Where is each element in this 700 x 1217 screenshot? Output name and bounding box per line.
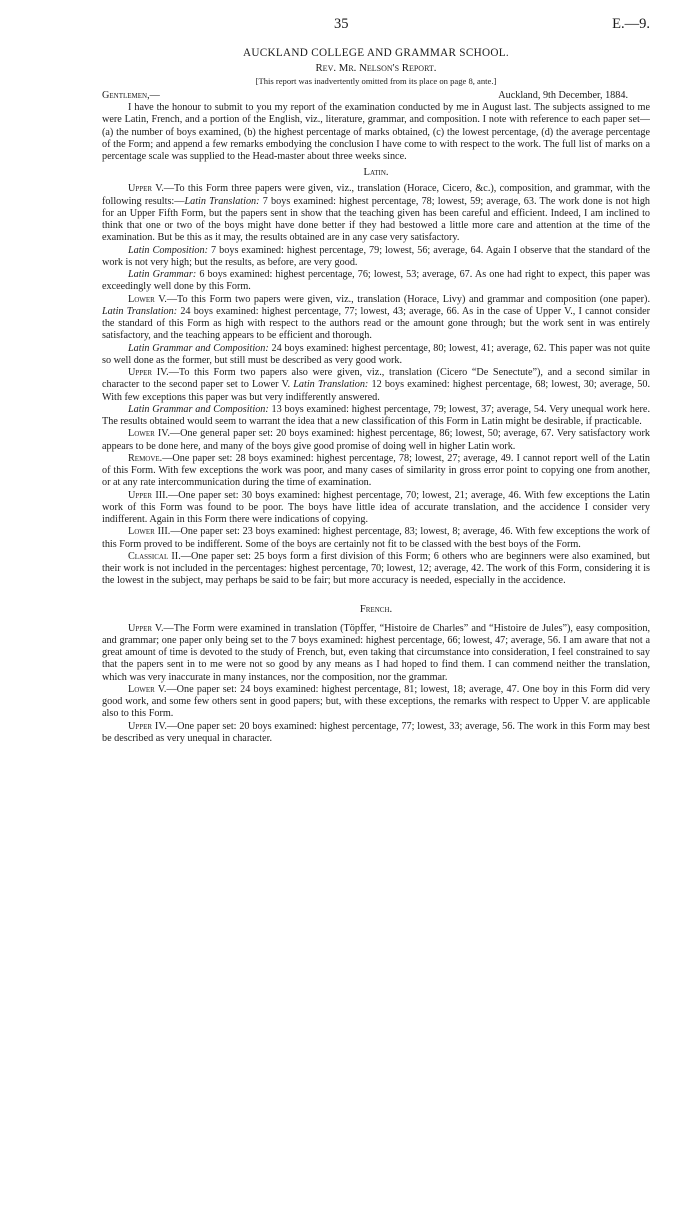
paragraph-text: 13 boys examined: highest percentage, 79; lowest, 37; average, 54. Very unequal work here. The results obtained would seem to warrant the idea that a new classification of this Form in Latin might be desirable, if practicable. — [102, 403, 650, 427]
paragraph-text: —One paper set: 25 boys form a first division of this Form; 6 others who are beginners were also examined, but their work is not included in the percentages: highest percentage, 70; lowest, 12; average, 42. The work of this Form, considering it is the lowest in the subject, may perhaps be said to be fair; but more accuracy is needed, especially in the accidence. — [102, 550, 650, 587]
document-page — [102, 14, 650, 745]
paragraph-text: —To this Form two papers also were given, viz., translation (Cicero “De Senectute”), and a second similar in character to the second paper set to Lower V. — [102, 367, 650, 391]
form-name: Lower III. — [128, 526, 171, 538]
series-code: E.—9. — [612, 16, 650, 32]
paper-type-label: Latin Grammar and Composition: — [128, 403, 269, 415]
form-name: Upper V. — [128, 183, 164, 195]
paragraph-text: —To this Form two papers were given, viz., translation (Horace, Livy) and grammar and composition (one paper). — [166, 293, 650, 305]
editor-note: [This report was inadvertently omitted from its place on page 8, ante.] — [255, 76, 497, 86]
latin-upper-iv-grammar-paragraph — [102, 404, 650, 429]
form-name: Lower V. — [128, 683, 167, 695]
latin-remove-paragraph — [102, 453, 650, 490]
latin-upper-iv-paragraph — [102, 367, 650, 404]
paragraph-text: 24 boys examined: highest percentage, 80; lowest, 41; average, 62. This paper was not quite so well done as the former, but still must be described as very good work. — [102, 342, 650, 366]
latin-lower-iv-paragraph — [102, 428, 650, 453]
paragraph-text: —One paper set: 20 boys examined: highest percentage, 77; lowest, 33; average, 56. The work in this Form may best be described as very unequal in character. — [102, 720, 650, 744]
latin-lower-v-paragraph — [102, 294, 650, 343]
paper-type-label: Latin Composition: — [128, 244, 209, 256]
paper-type-label: Latin Translation: — [293, 379, 369, 391]
french-heading: French. — [359, 603, 393, 615]
paragraph-text: —One paper set: 30 boys examined: highest percentage, 70; lowest, 21; average, 46. With few exceptions the Latin work of this Form was found to be poor. The boys have little idea of accurate translation, and the accidence I consider very indifferent. Again in this Form there were indications of copying. — [102, 489, 651, 525]
salutation-row — [102, 89, 650, 102]
paragraph-text: 6 boys examined: highest percentage, 76; lowest, 53; average, 67. As one had right to expect, this paper was exceedingly well done by this Form. — [102, 269, 650, 293]
salutation: Gentlemen,— — [102, 90, 160, 101]
paragraph-text: —One paper set: 28 boys examined: highest percentage, 78; lowest, 27; average, 49. I cannot report well of the Latin of this Form. With few exceptions the work was poor, and many cases of similarity in gross error point to copying one from another, or at any rate intercommunication during the time of examination. — [102, 452, 650, 489]
latin-upper-v-paragraph — [102, 183, 650, 244]
document-title: AUCKLAND COLLEGE AND GRAMMAR SCHOOL. — [243, 47, 509, 59]
form-name: Remove. — [128, 452, 163, 464]
french-upper-iv-paragraph — [102, 721, 650, 746]
report-title: Rev. Mr. Nelson's Report. — [315, 62, 437, 74]
paragraph-text: 24 boys examined: highest percentage, 77; lowest, 43; average, 66. As in the case of Upper V., I cannot consider the standard of this Form as high with respect to the authors read or the amount gone through; but the work sent in was entirely satisfactory, and the teaching appears to be efficient and thorough. — [102, 305, 650, 342]
latin-upper-v-composition-paragraph — [102, 245, 650, 270]
form-name: Upper V. — [128, 622, 164, 634]
french-upper-v-paragraph — [102, 623, 650, 684]
intro-paragraph: I have the honour to submit to you my report of the examination conducted by me in August last. The subjects assigned to me were Latin, French, and a portion of the English, viz., literature, grammar, and composition. I note with reference to each paper set—(a) the number of boys examined, (b) the highest percentage of marks obtained, (c) the lowest percentage, (d) the average percentage of the Form; and append a few remarks embodying the conclusion I have come to with respect to the work. The full list of marks on a percentage scale was supplied to the Head-master about three weeks since. — [102, 102, 650, 162]
form-name: Lower IV. — [128, 428, 170, 440]
french-lower-v-paragraph — [102, 684, 650, 721]
latin-lower-iii-paragraph — [102, 526, 650, 551]
paragraph-text: —To this Form three papers were given, viz., translation (Horace, Cicero, &c.), composition, and grammar, with the following results:— — [102, 183, 650, 207]
page-number: 35 — [334, 16, 349, 32]
running-head — [102, 14, 650, 40]
paragraph-text: 12 boys examined: highest percentage, 68; lowest, 30; average, 50. With few exceptions this paper was but very indifferently answered. — [102, 379, 650, 403]
paragraph-text: —One general paper set: 20 boys examined: highest percentage, 86; lowest, 50; average, 67. Very satisfactory work appears to be done here, and many of the boys give good promise of doing well in higher Latin work. — [102, 428, 650, 452]
paper-type-label: Latin Translation: — [102, 305, 178, 317]
latin-heading: Latin. — [363, 167, 389, 179]
form-name: Upper IV. — [128, 367, 169, 378]
form-name: Classical II. — [128, 550, 181, 562]
latin-upper-v-grammar-paragraph — [102, 269, 650, 294]
paragraph-text: 7 boys examined: highest percentage, 79; lowest, 56; average, 64. Again I observe that the standard of the work is not very high; but the results, as before, are very good. — [102, 244, 651, 268]
latin-upper-iii-paragraph — [102, 490, 650, 527]
paragraph-text: —One paper set: 23 boys examined: highest percentage, 83; lowest, 8; average, 46. With few exceptions the work of this Form proved to be indifferent. Some of the boys are certainly not fit to be classed with the best boys of the Form. — [102, 526, 651, 550]
latin-classical-ii-paragraph — [102, 551, 650, 588]
form-name: Upper IV. — [128, 720, 167, 732]
paragraph-text: 7 boys examined: highest percentage, 78; lowest, 59; average, 63. The work done is not high for an Upper Fifth Form, but the papers sent in show that the teaching given has been careful and efficient. Indeed, I am inclined to think that one or two of the boys might have done better if they had bestowed a little more care and attention at the time of the examination. But be this as it may, the results obtained are in any case very satisfactory. — [102, 195, 651, 244]
form-name: Lower V. — [128, 293, 167, 305]
form-name: Upper III. — [128, 489, 169, 501]
paragraph-text: —One paper set: 24 boys examined: highest percentage, 81; lowest, 18; average, 47. One boy in this Form did very good work, and some few others sent in good papers; but, with these exceptions, the remarks with respect to Upper V. are applicable also to this Form. — [102, 683, 650, 720]
latin-lower-v-grammar-paragraph — [102, 343, 650, 368]
paper-type-label: Latin Translation: — [184, 195, 260, 207]
paragraph-text: —The Form were examined in translation (Töpffer, “Histoire de Charles” and “Histoire de Jules”), easy composition, and grammar; one paper only being set to the 7 boys examined: highest percentage, 66; lowest, 47; average, 56. I am aware that not a great amount of time is devoted to the study of French, but, even taking that circumstance into consideration, I feel constrained to say that the papers sent in to me were not so good by any means as I had hoped to find them. I can commend neither the translation, which was very inaccurate in many instances, nor the composition, nor the grammar. — [102, 622, 650, 683]
paper-type-label: Latin Grammar and Composition: — [128, 342, 269, 354]
dateline: Auckland, 9th December, 1884. — [498, 90, 628, 101]
paper-type-label: Latin Grammar: — [128, 269, 197, 280]
